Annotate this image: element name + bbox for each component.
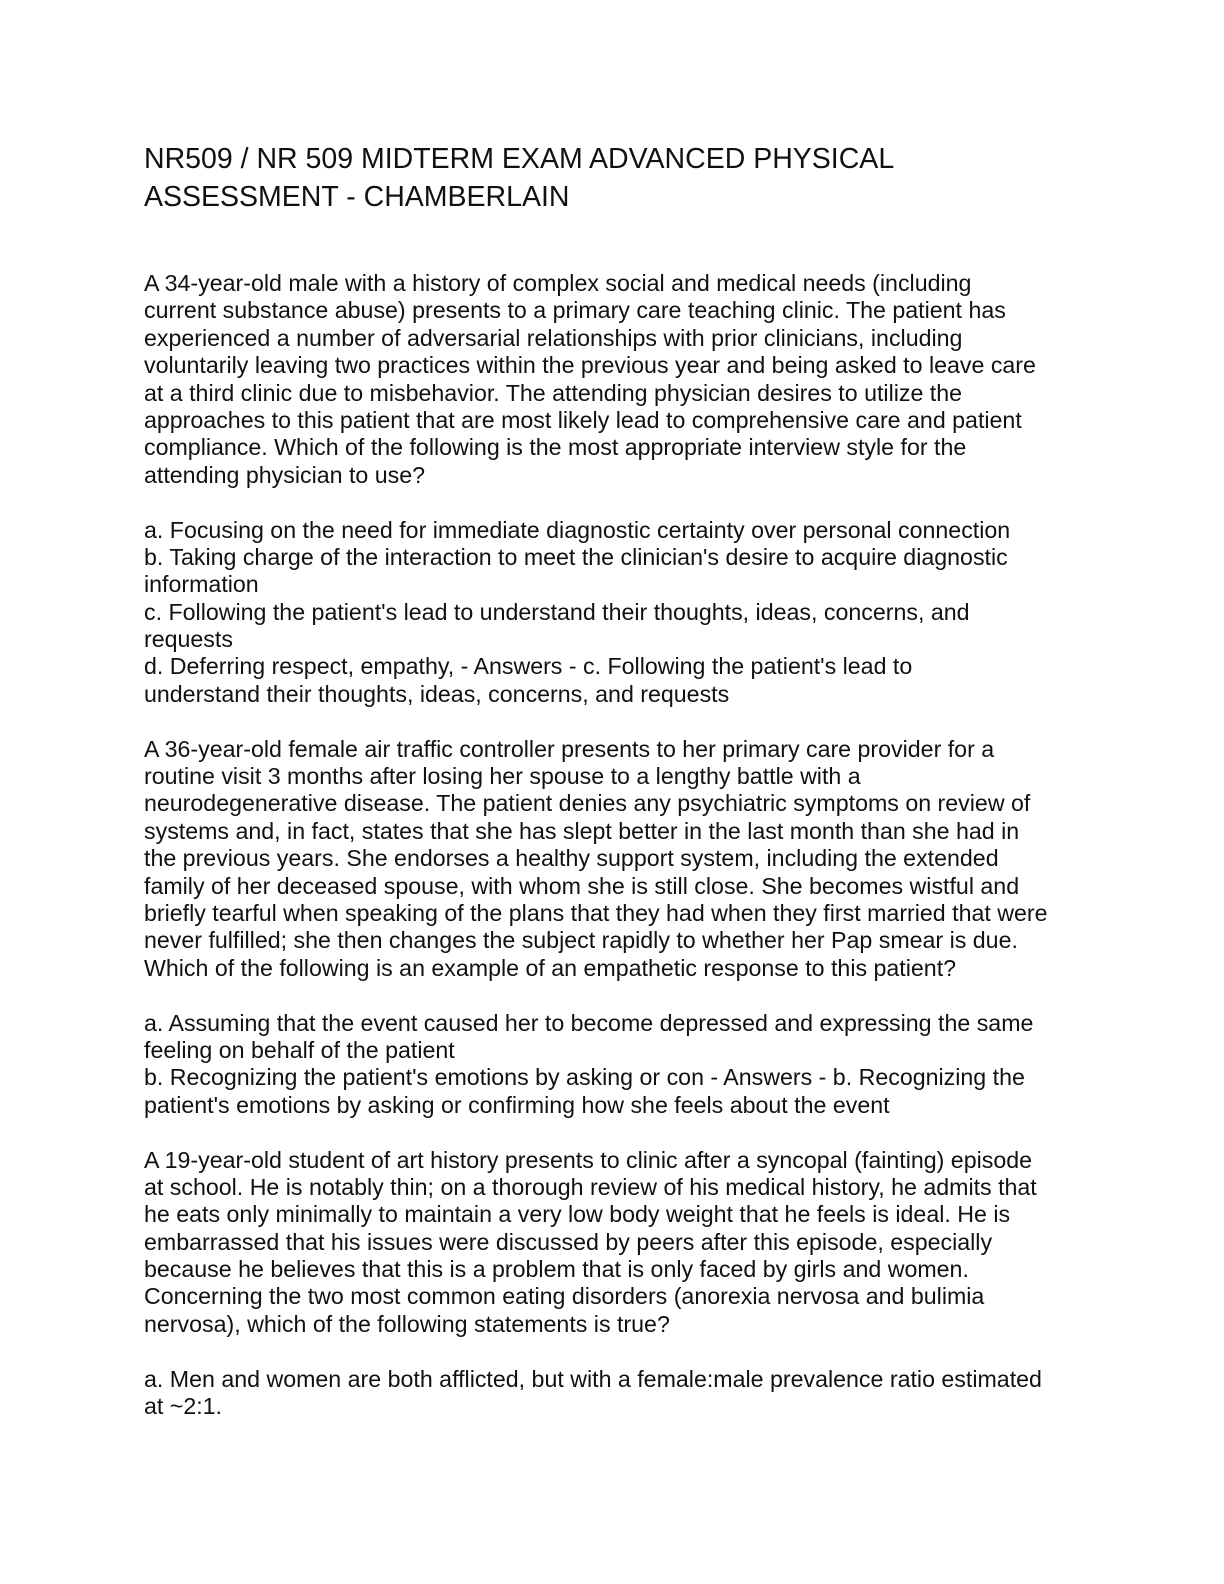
question-line: compliance. Which of the following is the most appropriate interview style for the <box>144 434 967 461</box>
paragraph-spacer <box>144 489 1048 516</box>
option-line: b. Taking charge of the interaction to meet the clinician's desire to acquire diagnostic <box>144 543 1008 570</box>
document-body <box>144 270 1048 1420</box>
question-line: systems and, in fact, states that she has slept better in the last month than she had in <box>144 817 1020 844</box>
question-line: neurodegenerative disease. The patient denies any psychiatric symptoms on review of <box>144 790 1031 817</box>
question-paragraph <box>144 1147 1048 1339</box>
question-line: at a third clinic due to misbehavior. The attending physician desires to utilize the <box>144 379 963 406</box>
question-paragraph <box>144 270 1048 489</box>
option-line: information <box>144 571 259 598</box>
paragraph-spacer <box>144 708 1048 735</box>
question-line: experienced a number of adversarial relationships with prior clinicians, including <box>144 324 963 351</box>
question-line: approaches to this patient that are most likely lead to comprehensive care and patient <box>144 406 1022 433</box>
question-line: never fulfilled; she then changes the subject rapidly to whether her Pap smear is due. <box>144 927 1018 954</box>
question-line: A 36-year-old female air traffic controller presents to her primary care provider for a <box>144 735 995 762</box>
answer-options <box>144 517 1048 709</box>
document-title <box>144 140 894 216</box>
option-line: requests <box>144 626 233 653</box>
option-line: d. Deferring respect, empathy, - Answers - c. Following the patient's lead to <box>144 653 913 680</box>
question-line: nervosa), which of the following statements is true? <box>144 1310 670 1337</box>
question-line: Which of the following is an example of an empathetic response to this patient? <box>144 954 957 981</box>
question-line: family of her deceased spouse, with whom she is still close. She becomes wistful and <box>144 872 1020 899</box>
question-paragraph <box>144 736 1048 983</box>
option-line: a. Focusing on the need for immediate diagnostic certainty over personal connection <box>144 516 1011 543</box>
question-line: attending physician to use? <box>144 461 426 488</box>
paragraph-spacer <box>144 982 1048 1009</box>
question-line: he eats only minimally to maintain a very low body weight that he feels is ideal. He is <box>144 1201 1011 1228</box>
question-line: the previous years. She endorses a healthy support system, including the extended <box>144 845 999 872</box>
option-line: at ~2:1. <box>144 1393 222 1420</box>
question-line: at school. He is notably thin; on a thorough review of his medical history, he admits that <box>144 1173 1037 1200</box>
question-line: voluntarily leaving two practices within the previous year and being asked to leave care <box>144 352 1036 379</box>
question-line: routine visit 3 months after losing her spouse to a lengthy battle with a <box>144 763 861 790</box>
option-line: c. Following the patient's lead to understand their thoughts, ideas, concerns, and <box>144 598 970 625</box>
paragraph-spacer <box>144 1338 1048 1365</box>
option-line: a. Men and women are both afflicted, but with a female:male prevalence ratio estimated <box>144 1365 1042 1392</box>
question-line: briefly tearful when speaking of the plans that they had when they first married that were <box>144 899 1048 926</box>
paragraph-spacer <box>144 1119 1048 1146</box>
question-line: because he believes that this is a problem that is only faced by girls and women. <box>144 1256 969 1283</box>
option-line: a. Assuming that the event caused her to become depressed and expressing the same <box>144 1009 1034 1036</box>
answer-options <box>144 1366 1048 1421</box>
option-line: feeling on behalf of the patient <box>144 1036 455 1063</box>
option-line: patient's emotions by asking or confirming how she feels about the event <box>144 1091 890 1118</box>
question-line: embarrassed that his issues were discussed by peers after this episode, especially <box>144 1228 993 1255</box>
answer-options <box>144 1010 1048 1120</box>
question-line: current substance abuse) presents to a primary care teaching clinic. The patient has <box>144 297 1006 324</box>
question-line: A 34-year-old male with a history of complex social and medical needs (including <box>144 270 972 296</box>
option-line: understand their thoughts, ideas, concerns, and requests <box>144 680 730 707</box>
title-line: NR509 / NR 509 MIDTERM EXAM ADVANCED PHYSICAL <box>144 143 895 175</box>
question-line: Concerning the two most common eating disorders (anorexia nervosa and bulimia <box>144 1283 985 1310</box>
question-line: A 19-year-old student of art history presents to clinic after a syncopal (fainting) episode <box>144 1146 1033 1173</box>
title-line: ASSESSMENT - CHAMBERLAIN <box>144 181 570 213</box>
option-line: b. Recognizing the patient's emotions by asking or con - Answers - b. Recognizing the <box>144 1064 1025 1091</box>
